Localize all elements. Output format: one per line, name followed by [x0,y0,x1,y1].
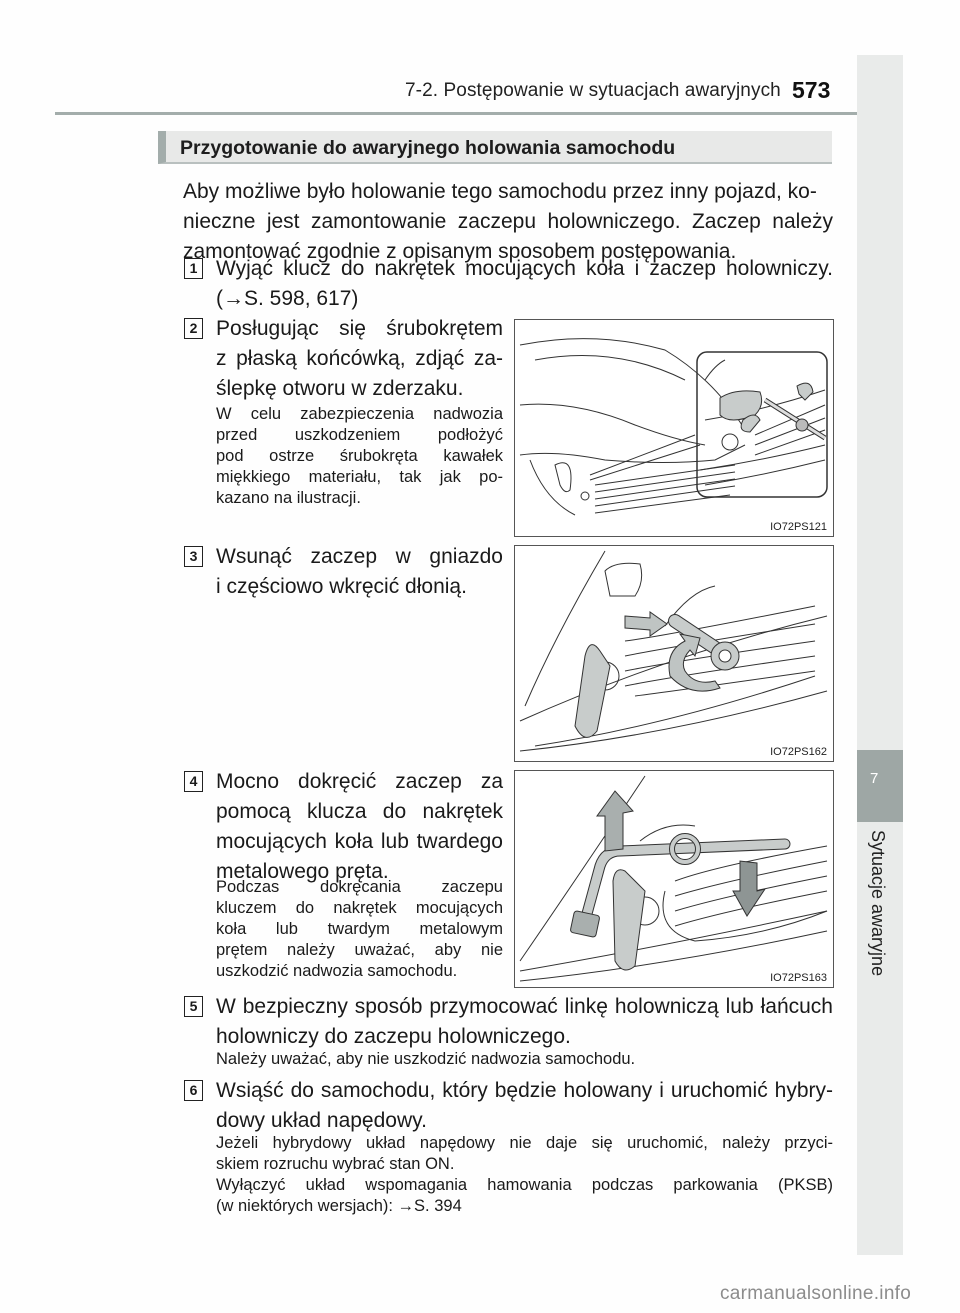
chapter-number: 7 [870,770,879,787]
step-line: z płaską końcówką, zdjąć za- [216,347,503,370]
note-line: prętem należy uważać, aby nie [216,941,503,959]
step-2-note [216,404,503,509]
note-line: przed uszkodzeniem podłożyć [216,426,503,444]
step-5-text [216,992,833,1052]
step-number-badge: 4 [184,771,203,792]
illustration-tighten-hook [514,770,834,988]
page-number: 573 [792,77,831,103]
intro-line: nieczne jest zamontowanie zaczepu holowniczego. Zaczep należy [183,210,833,233]
note-line: Jeżeli hybrydowy układ napędowy nie daje się uruchomić, należy przyci- [216,1134,833,1152]
note-line: kluczem do nakrętek mocujących [216,899,503,917]
illustration-insert-hook [514,545,834,762]
car-front-screwdriver-illustration [515,320,832,535]
chapter-side-tab [857,55,903,1255]
step-6-text [216,1076,833,1136]
step-4-note [216,877,503,982]
step-number-badge: 2 [184,318,203,339]
step-line: Posługując się śrubokrętem [216,317,503,340]
step-line: W bezpieczny sposób przymocować linkę holowniczą lub łańcuch [216,995,833,1018]
wrench-tighten-illustration [515,771,832,986]
step-line: dowy układ napędowy. [216,1109,427,1132]
figure-code: IO72PS121 [770,521,827,533]
step-5-note [216,1049,833,1070]
step-line: ślepkę otworu w zderzaku. [216,377,464,400]
intro-line: Aby możliwe było holowanie tego samochodu przez inny pojazd, ko- [183,180,817,203]
step-number-badge: 1 [184,258,203,279]
watermark: carmanualsonline.info [720,1283,912,1304]
step-2-text [216,314,503,404]
running-header-section: 7-2. Postępowanie w sytuacjach awaryjnych [405,80,781,101]
step-number-badge: 3 [184,546,203,567]
note-line: koła lub twardym metalowym [216,920,503,938]
step-line: i częściowo wkręcić dłonią. [216,575,467,598]
step-line: Wsunąć zaczep w gniazdo [216,545,503,568]
step-1-text [216,254,833,314]
figure-code: IO72PS163 [770,972,827,984]
step-line: (→S. 598, 617) [216,287,359,310]
illustration-remove-cover [514,319,834,537]
header-divider [55,112,903,115]
note-line: Podczas dokręcania zaczepu [216,878,503,896]
chapter-number-block [857,750,903,822]
step-number-badge: 5 [184,996,203,1017]
step-3-text [216,542,503,602]
note-line: miękkiego materiału, tak jak po- [216,468,503,486]
step-line: holowniczy do zaczepu holowniczego. [216,1025,571,1048]
section-heading-text: Przygotowanie do awaryjnego holowania samochodu [180,137,676,159]
chapter-title: Sytuacje awaryjne [868,830,888,977]
step-4-text [216,767,503,887]
step-6-note [216,1133,833,1217]
note-line: uszkodzić nadwozia samochodu. [216,962,458,980]
step-line: Mocno dokręcić zaczep za [216,770,503,793]
note-line: kazano na ilustracji. [216,489,361,507]
step-line: mocujących koła lub twardego [216,830,503,853]
figure-code: IO72PS162 [770,746,827,758]
step-number-badge: 6 [184,1080,203,1101]
note-line: Wyłączyć układ wspomagania hamowania podczas parkowania (PKSB) [216,1176,833,1194]
section-heading [158,131,832,164]
tow-hook-insert-illustration [515,546,832,760]
step-line: pomocą klucza do nakrętek [216,800,503,823]
intro-line: zamontować zgodnie z opisanym sposobem postępowania. [183,240,737,263]
note-line: W celu zabezpieczenia nadwozia [216,405,503,423]
note-line: pod ostrze śrubokręta kawałek [216,447,503,465]
step-line: Wsiąść do samochodu, który będzie holowany i uruchomić hybry- [216,1079,833,1102]
note-line: Należy uważać, aby nie uszkodzić nadwozia samochodu. [216,1050,636,1068]
step-line: Wyjąć klucz do nakrętek mocujących koła i zaczep holowniczy. [216,257,833,280]
note-line: (w niektórych wersjach): →S. 394 [216,1197,462,1215]
note-line: skiem rozruchu wybrać stan ON. [216,1155,455,1173]
step-line: metalowego pręta. [216,860,389,883]
